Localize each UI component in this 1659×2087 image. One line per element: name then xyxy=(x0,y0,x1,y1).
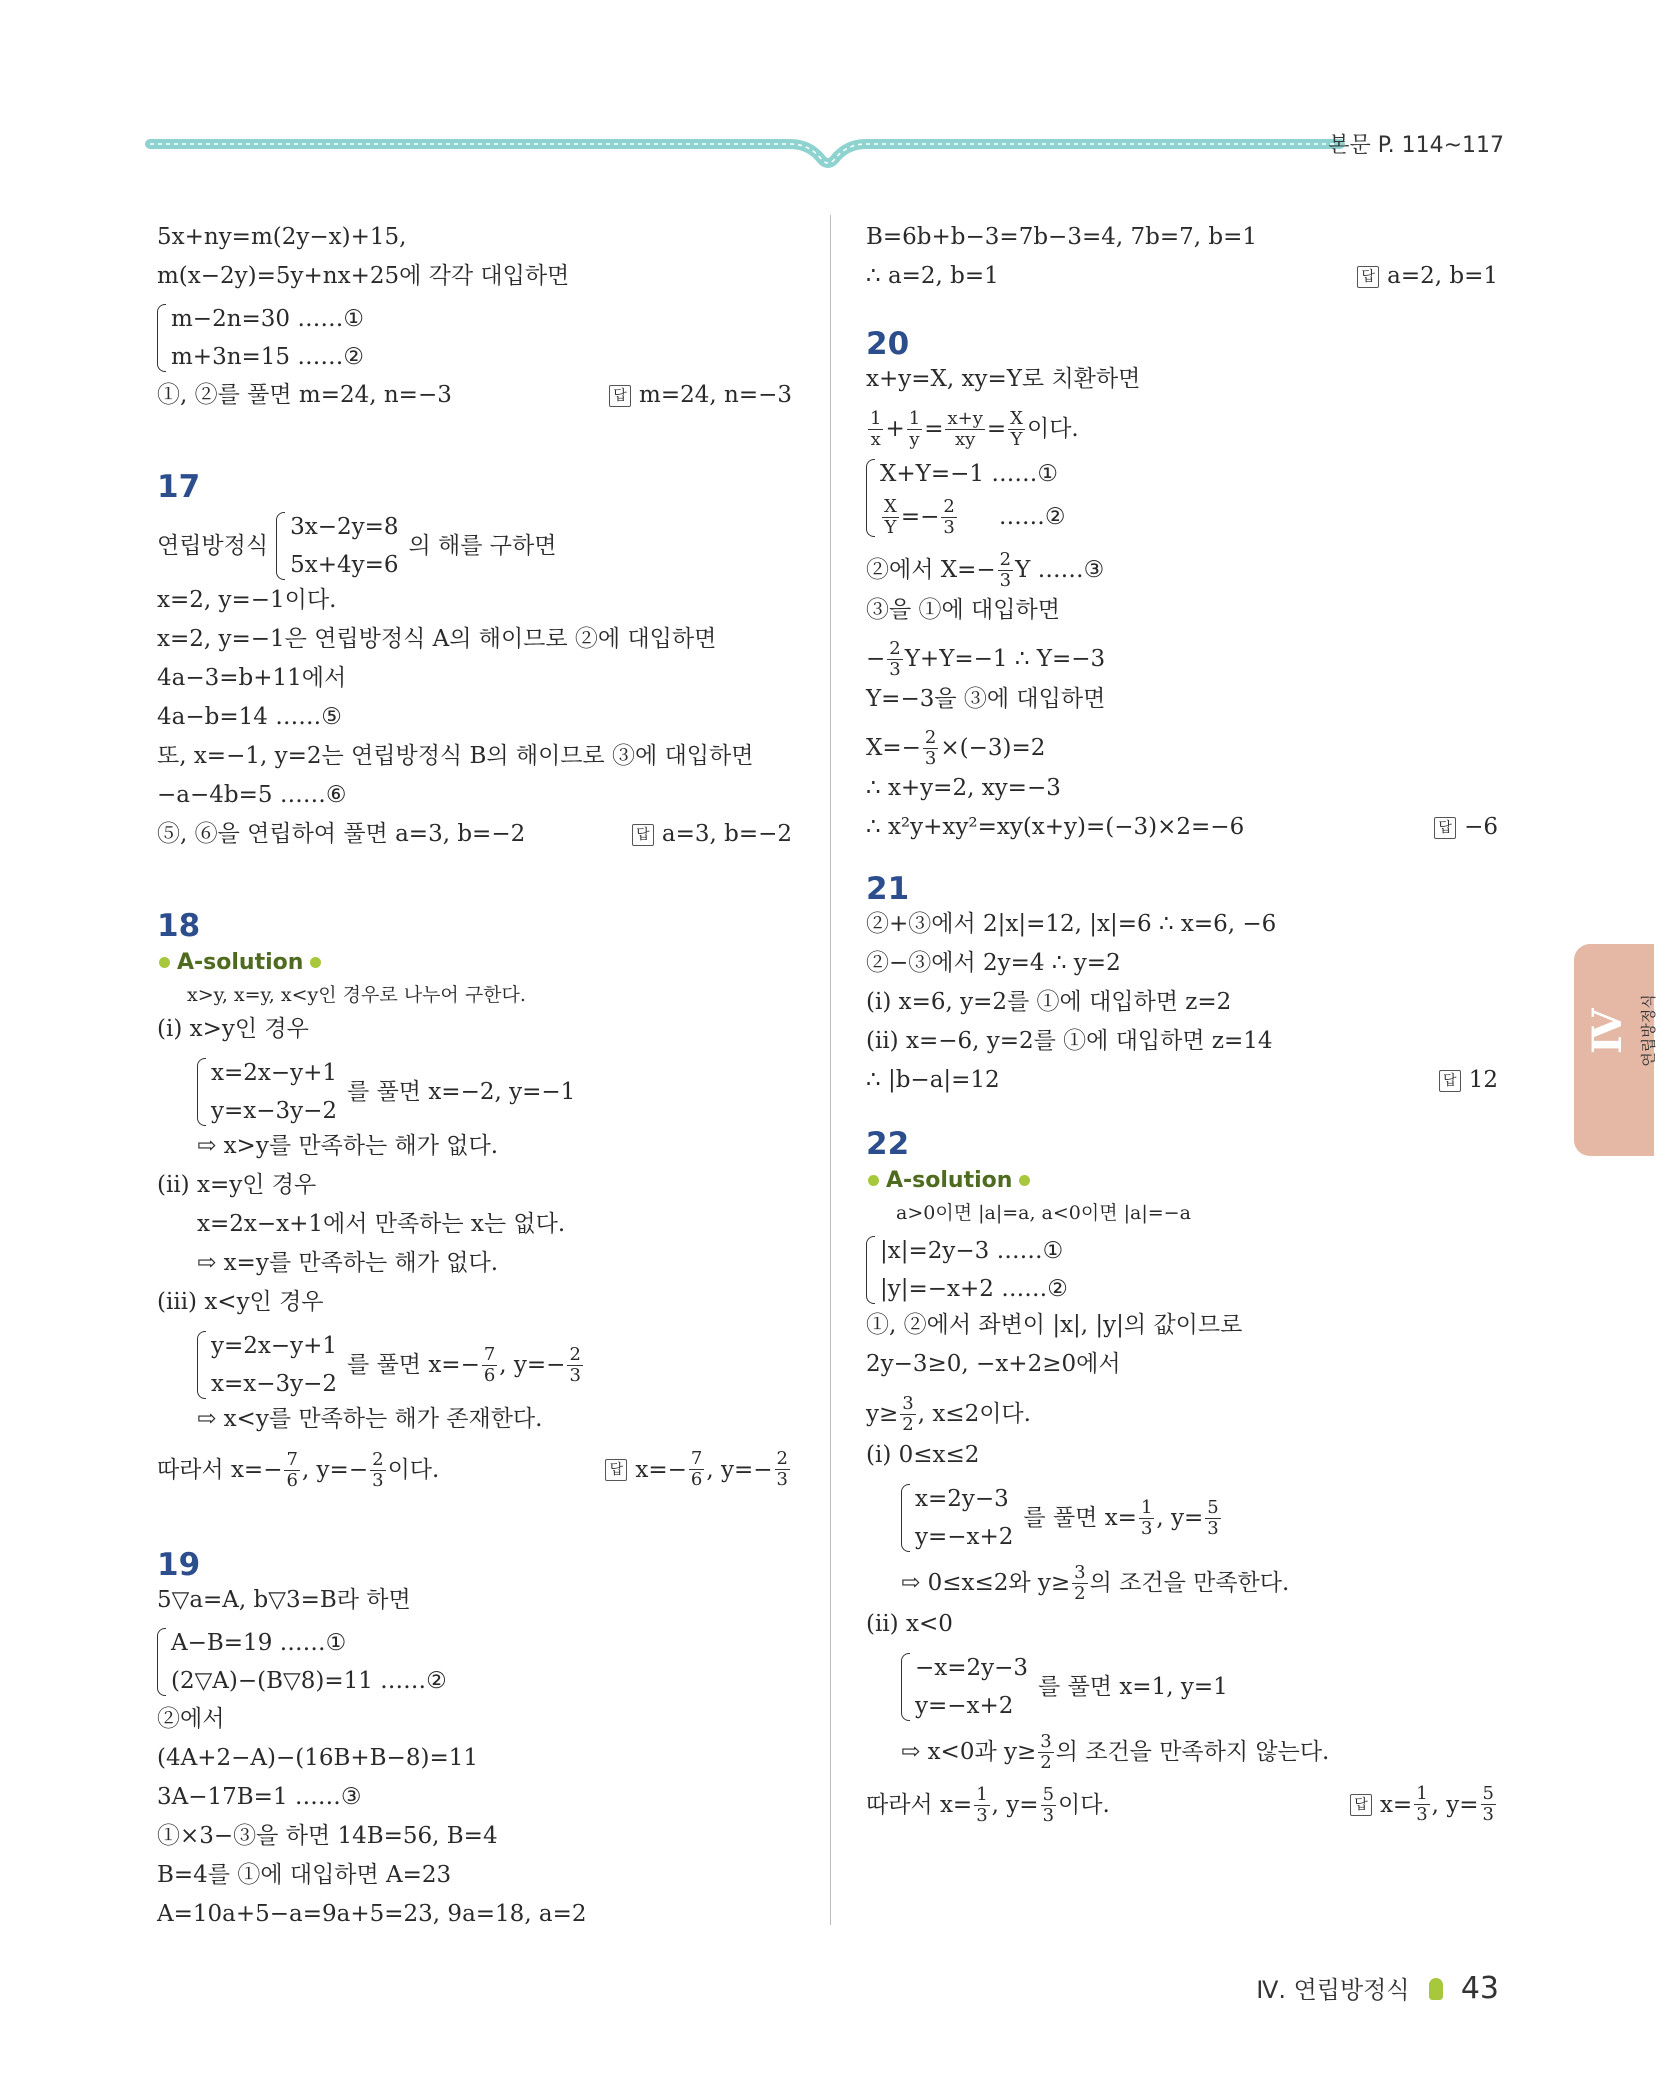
answer-mark: 답 xyxy=(632,824,654,846)
chapter-number: Ⅳ xyxy=(1584,1008,1631,1054)
text: 를 풀면 x=−2, y=−1 xyxy=(347,1079,576,1105)
text-line xyxy=(157,819,792,858)
text-line: x=2, y=−1은 연립방정식 A의 해이므로 ②에 대입하면 xyxy=(157,626,717,652)
spacer xyxy=(866,300,1498,324)
fraction: $\frac{1}{3}$ xyxy=(1416,1783,1428,1825)
spacer xyxy=(157,858,792,906)
answer-text: 12 xyxy=(1468,1067,1498,1093)
question-number: 17 xyxy=(157,469,201,505)
text: , y=− xyxy=(499,1352,566,1378)
text-line: ①×3−③을 하면 14B=56, B=4 xyxy=(157,1823,498,1849)
equation-system xyxy=(866,1232,1068,1308)
chapter-title: Ⅳ. 연립방정식 xyxy=(1256,1976,1410,2004)
case-label: (ⅱ) x<0 xyxy=(866,1611,953,1637)
text: ⑤, ⑥을 연립하여 풀면 a=3, b=−2 xyxy=(157,821,526,847)
fraction: $\frac{1}{3}$ xyxy=(976,1783,988,1826)
text: 의 조건을 만족한다. xyxy=(1089,1570,1290,1596)
text: ∴ |b−a|=12 xyxy=(866,1067,1000,1093)
equation: m+3n=15 ……② xyxy=(171,344,364,370)
text: , y= xyxy=(1156,1505,1204,1531)
text: , y=− xyxy=(301,1457,369,1483)
answer-text: x=− xyxy=(635,1456,687,1483)
equation: 5x+4y=6 xyxy=(290,552,399,578)
text: ①, ②를 풀면 m=24, n=−3 xyxy=(157,382,452,408)
equation: y=x−3y−2 xyxy=(211,1098,338,1124)
question-number: 21 xyxy=(866,871,910,907)
text: 이다. xyxy=(1058,1792,1110,1818)
chapter-label: 연립방정식 xyxy=(1639,994,1658,1067)
text-line xyxy=(866,812,1498,851)
text: , y= xyxy=(991,1792,1039,1818)
text: X=− xyxy=(866,735,921,761)
right-column xyxy=(866,222,1498,1832)
text-line xyxy=(157,1443,792,1497)
text-line xyxy=(866,1726,1498,1778)
answer xyxy=(1434,812,1498,842)
header-decoration xyxy=(150,130,1340,160)
a-solution-text: A-solution xyxy=(886,1168,1013,1193)
equation-system xyxy=(197,1327,337,1403)
case-label: (ⅰ) 0≤x≤2 xyxy=(866,1442,980,1468)
equation: (2▽A)−(B▽8)=11 ……② xyxy=(171,1668,447,1694)
text-line: (ⅰ) x=6, y=2를 ①에 대입하면 z=2 xyxy=(866,989,1232,1015)
answer xyxy=(1439,1065,1498,1095)
text-line: 2y−3≥0, −x+2≥0에서 xyxy=(866,1351,1121,1377)
equation: −x=2y−3 xyxy=(915,1655,1029,1681)
text-line: ①, ②에서 좌변이 |x|, |y|의 값이므로 xyxy=(866,1312,1243,1338)
equation: m−2n=30 ……① xyxy=(171,306,364,332)
fraction: $\frac{2}{3}$ xyxy=(924,726,937,769)
bullet-icon xyxy=(310,957,321,968)
column-divider xyxy=(830,215,831,1925)
text: ②에서 X=− xyxy=(866,557,996,583)
text-line xyxy=(157,1326,792,1404)
text-line xyxy=(866,1065,1498,1104)
text-line xyxy=(866,634,1498,684)
answer xyxy=(1357,261,1498,291)
fraction: $\frac{7}{6}$ xyxy=(286,1448,298,1491)
text-line: 4a−b=14 ……⑤ xyxy=(157,704,342,730)
equation: x=2y−3 xyxy=(915,1486,1009,1512)
text-line xyxy=(866,723,1498,773)
spacer xyxy=(866,1104,1498,1124)
text-line: 4a−3=b+11에서 xyxy=(157,665,347,691)
text-line: x=2, y=−1이다. xyxy=(157,587,337,613)
answer-mark: 답 xyxy=(1439,1070,1461,1092)
text-line xyxy=(866,1648,1498,1726)
text-line: ②+③에서 2|x|=12, |x|=6 ∴ x=6, −6 xyxy=(866,911,1277,937)
bullet-icon xyxy=(868,1175,879,1186)
text-line: B=6b+b−3=7b−3=4, 7b=7, b=1 xyxy=(866,224,1257,250)
text: 의 해를 구하면 xyxy=(408,533,557,559)
fraction: $\frac{X}{Y}$ xyxy=(1010,407,1023,450)
text: 따라서 x= xyxy=(866,1792,973,1818)
text-line: ③을 ①에 대입하면 xyxy=(866,597,1060,623)
text-line: x+y=X, xy=Y로 치환하면 xyxy=(866,366,1141,392)
answer-text: , y=− xyxy=(706,1456,773,1483)
fraction: $\frac{5}{3}$ xyxy=(1042,1783,1055,1826)
text-line: 또, x=−1, y=2는 연립방정식 B의 해이므로 ③에 대입하면 xyxy=(157,743,754,769)
text-line: $\frac{1}{x}$ + $\frac{1}{y}$ = $\frac{x+y}{xy}$ = $\frac{X}{Y}$ 이다. xyxy=(870,407,1079,450)
text-line: Y=−3을 ③에 대입하면 xyxy=(866,686,1106,712)
fraction: $\frac{1}{y}$ xyxy=(908,407,921,450)
equation-system xyxy=(276,508,398,584)
text: ∴ a=2, b=1 xyxy=(866,263,999,289)
text-line: 5▽a=A, b▽3=B라 하면 xyxy=(157,1587,411,1613)
lightbulb-icon xyxy=(1429,1978,1443,2000)
text-line xyxy=(157,507,792,585)
text: 를 풀면 x= xyxy=(1023,1505,1137,1531)
equation xyxy=(880,493,1065,541)
left-column xyxy=(157,222,792,1938)
equation: |x|=2y−3 ……① xyxy=(880,1238,1064,1264)
fraction: $\frac{2}{3}$ xyxy=(943,495,955,538)
text: , x≤2이다. xyxy=(917,1401,1031,1427)
fraction: $\frac{X}{Y}$ xyxy=(884,495,897,538)
text-line: A=10a+5−a=9a+5=23, 9a=18, a=2 xyxy=(157,1901,587,1927)
answer xyxy=(632,819,792,849)
text: ×(−3)=2 xyxy=(940,735,1046,761)
fraction: $\frac{1}{x}$ xyxy=(870,407,882,450)
spacer xyxy=(866,851,1498,869)
fraction: $\frac{2}{3}$ xyxy=(776,1448,788,1490)
case-label: (ⅱ) x=y인 경우 xyxy=(157,1172,317,1198)
equation: |y|=−x+2 ……② xyxy=(880,1276,1068,1302)
text: 이다. xyxy=(1026,416,1079,442)
answer-mark: 답 xyxy=(605,1459,627,1481)
spacer xyxy=(157,1497,792,1545)
case-label: (ⅰ) x>y인 경우 xyxy=(157,1016,309,1042)
fraction: $\frac{x+y}{xy}$ xyxy=(947,407,983,450)
text-line xyxy=(866,545,1498,595)
question-number: 22 xyxy=(866,1126,910,1162)
fraction: $\frac{2}{3}$ xyxy=(372,1448,384,1491)
text-line: x=2x−x+1에서 만족하는 x는 없다. xyxy=(197,1211,566,1237)
answer-text: −6 xyxy=(1464,814,1498,840)
equation: X+Y=−1 ……① xyxy=(880,461,1058,487)
text-line: −a−4b=5 ……⑥ xyxy=(157,782,347,808)
bullet-icon xyxy=(1019,1175,1030,1186)
text: ……② xyxy=(998,504,1066,530)
equation: 3x−2y=8 xyxy=(290,514,399,540)
question-number: 20 xyxy=(866,326,910,362)
equation-system xyxy=(901,1649,1028,1725)
text-line: ⇨ x>y를 만족하는 해가 없다. xyxy=(197,1133,499,1159)
text-line: ②−③에서 2y=4 ∴ y=2 xyxy=(866,950,1121,976)
equation-system xyxy=(866,455,1065,541)
equation: A−B=19 ……① xyxy=(171,1630,347,1656)
answer-text: , y= xyxy=(1431,1791,1479,1818)
text-line xyxy=(866,1557,1498,1609)
bullet-icon xyxy=(159,957,170,968)
answer-mark: 답 xyxy=(1357,266,1379,288)
text-line: 5x+ny=m(2y−x)+15, xyxy=(157,224,407,250)
text: 연립방정식 xyxy=(157,533,269,559)
equation: y=2x−y+1 xyxy=(211,1333,338,1359)
text-line: B=4를 ①에 대입하면 A=23 xyxy=(157,1862,452,1888)
text-line xyxy=(866,1479,1498,1557)
fraction: $\frac{3}{2}$ xyxy=(902,1392,914,1435)
chapter-side-tab xyxy=(1574,944,1658,1156)
spacer xyxy=(157,419,792,467)
text-line: m(x−2y)=5y+nx+25에 각각 대입하면 xyxy=(157,263,570,289)
text: y≥ xyxy=(866,1401,899,1427)
equation-system xyxy=(157,300,364,376)
answer-text: a=2, b=1 xyxy=(1387,263,1498,289)
question-number: 19 xyxy=(157,1547,201,1583)
text: 의 조건을 만족하지 않는다. xyxy=(1055,1739,1330,1765)
text: ⇨ 0≤x≤2와 y≥ xyxy=(901,1570,1071,1596)
fraction: $\frac{3}{2}$ xyxy=(1074,1561,1086,1604)
text-line: 3A−17B=1 ……③ xyxy=(157,1784,362,1810)
answer-text: x= xyxy=(1379,1791,1413,1818)
text: − xyxy=(866,646,886,672)
answer-mark: 답 xyxy=(1350,1794,1372,1816)
text: 를 풀면 x=− xyxy=(347,1352,480,1378)
text: Y+Y=−1 ∴ Y=−3 xyxy=(904,646,1106,672)
text-line xyxy=(866,261,1498,300)
answer-text: m=24, n=−3 xyxy=(639,382,792,408)
answer-mark: 답 xyxy=(609,385,631,407)
text-line xyxy=(157,380,792,419)
fraction: $\frac{5}{3}$ xyxy=(1482,1783,1494,1825)
answer xyxy=(609,380,792,410)
a-solution-label xyxy=(866,1164,1498,1198)
hint: x>y, x=y, x<y인 경우로 나누어 구한다. xyxy=(187,984,526,1006)
text-line xyxy=(157,1053,792,1131)
text-line xyxy=(866,1778,1498,1832)
page-number: 43 xyxy=(1460,1971,1499,2006)
text: 이다. xyxy=(387,1457,440,1483)
text: ∴ x²y+xy²=xy(x+y)=(−3)×2=−6 xyxy=(866,814,1245,840)
equation-system xyxy=(197,1054,337,1130)
question-number: 18 xyxy=(157,908,201,944)
text-line: (ⅱ) x=−6, y=2를 ①에 대입하면 z=14 xyxy=(866,1028,1273,1054)
fraction: $\frac{5}{3}$ xyxy=(1207,1496,1219,1539)
equation: y=−x+2 xyxy=(915,1693,1014,1719)
text-line: (4A+2−A)−(16B+B−8)=11 xyxy=(157,1745,478,1771)
a-solution-text: A-solution xyxy=(177,950,304,975)
equation: y=−x+2 xyxy=(915,1524,1014,1550)
answer-mark: 답 xyxy=(1434,817,1456,839)
equation-system xyxy=(157,1624,447,1700)
text: ⇨ x<0과 y≥ xyxy=(901,1739,1037,1765)
fraction: $\frac{1}{3}$ xyxy=(1140,1496,1153,1539)
fraction: $\frac{7}{6}$ xyxy=(690,1448,703,1490)
footer xyxy=(1256,1970,1499,2006)
hint: a>0이면 |a|=a, a<0이면 |a|=−a xyxy=(896,1202,1191,1224)
page-reference: 본문 P. 114~117 xyxy=(1328,133,1504,158)
fraction: $\frac{7}{6}$ xyxy=(483,1343,496,1386)
answer-text: a=3, b=−2 xyxy=(661,821,792,847)
text: 를 풀면 x=1, y=1 xyxy=(1038,1674,1228,1700)
fraction: $\frac{2}{3}$ xyxy=(889,637,901,680)
text-line: ∴ x+y=2, xy=−3 xyxy=(866,775,1061,801)
fraction: $\frac{3}{2}$ xyxy=(1040,1730,1052,1773)
equation-system xyxy=(901,1480,1013,1556)
equation: x=x−3y−2 xyxy=(211,1371,338,1397)
a-solution-label xyxy=(157,946,792,980)
text-line: ⇨ x<y를 만족하는 해가 존재한다. xyxy=(197,1406,543,1432)
text-line xyxy=(866,1388,1498,1440)
equation: x=2x−y+1 xyxy=(211,1060,338,1086)
text: =− xyxy=(900,504,940,530)
answer xyxy=(1350,1784,1498,1825)
fraction: $\frac{2}{3}$ xyxy=(999,548,1012,591)
text-line: ②에서 xyxy=(157,1706,225,1732)
fraction: $\frac{2}{3}$ xyxy=(569,1343,581,1386)
text: 따라서 x=− xyxy=(157,1457,283,1483)
answer xyxy=(605,1449,792,1490)
case-label: (ⅲ) x<y인 경우 xyxy=(157,1289,324,1315)
text: Y ……③ xyxy=(1015,557,1105,583)
text-line: ⇨ x=y를 만족하는 해가 없다. xyxy=(197,1250,499,1276)
